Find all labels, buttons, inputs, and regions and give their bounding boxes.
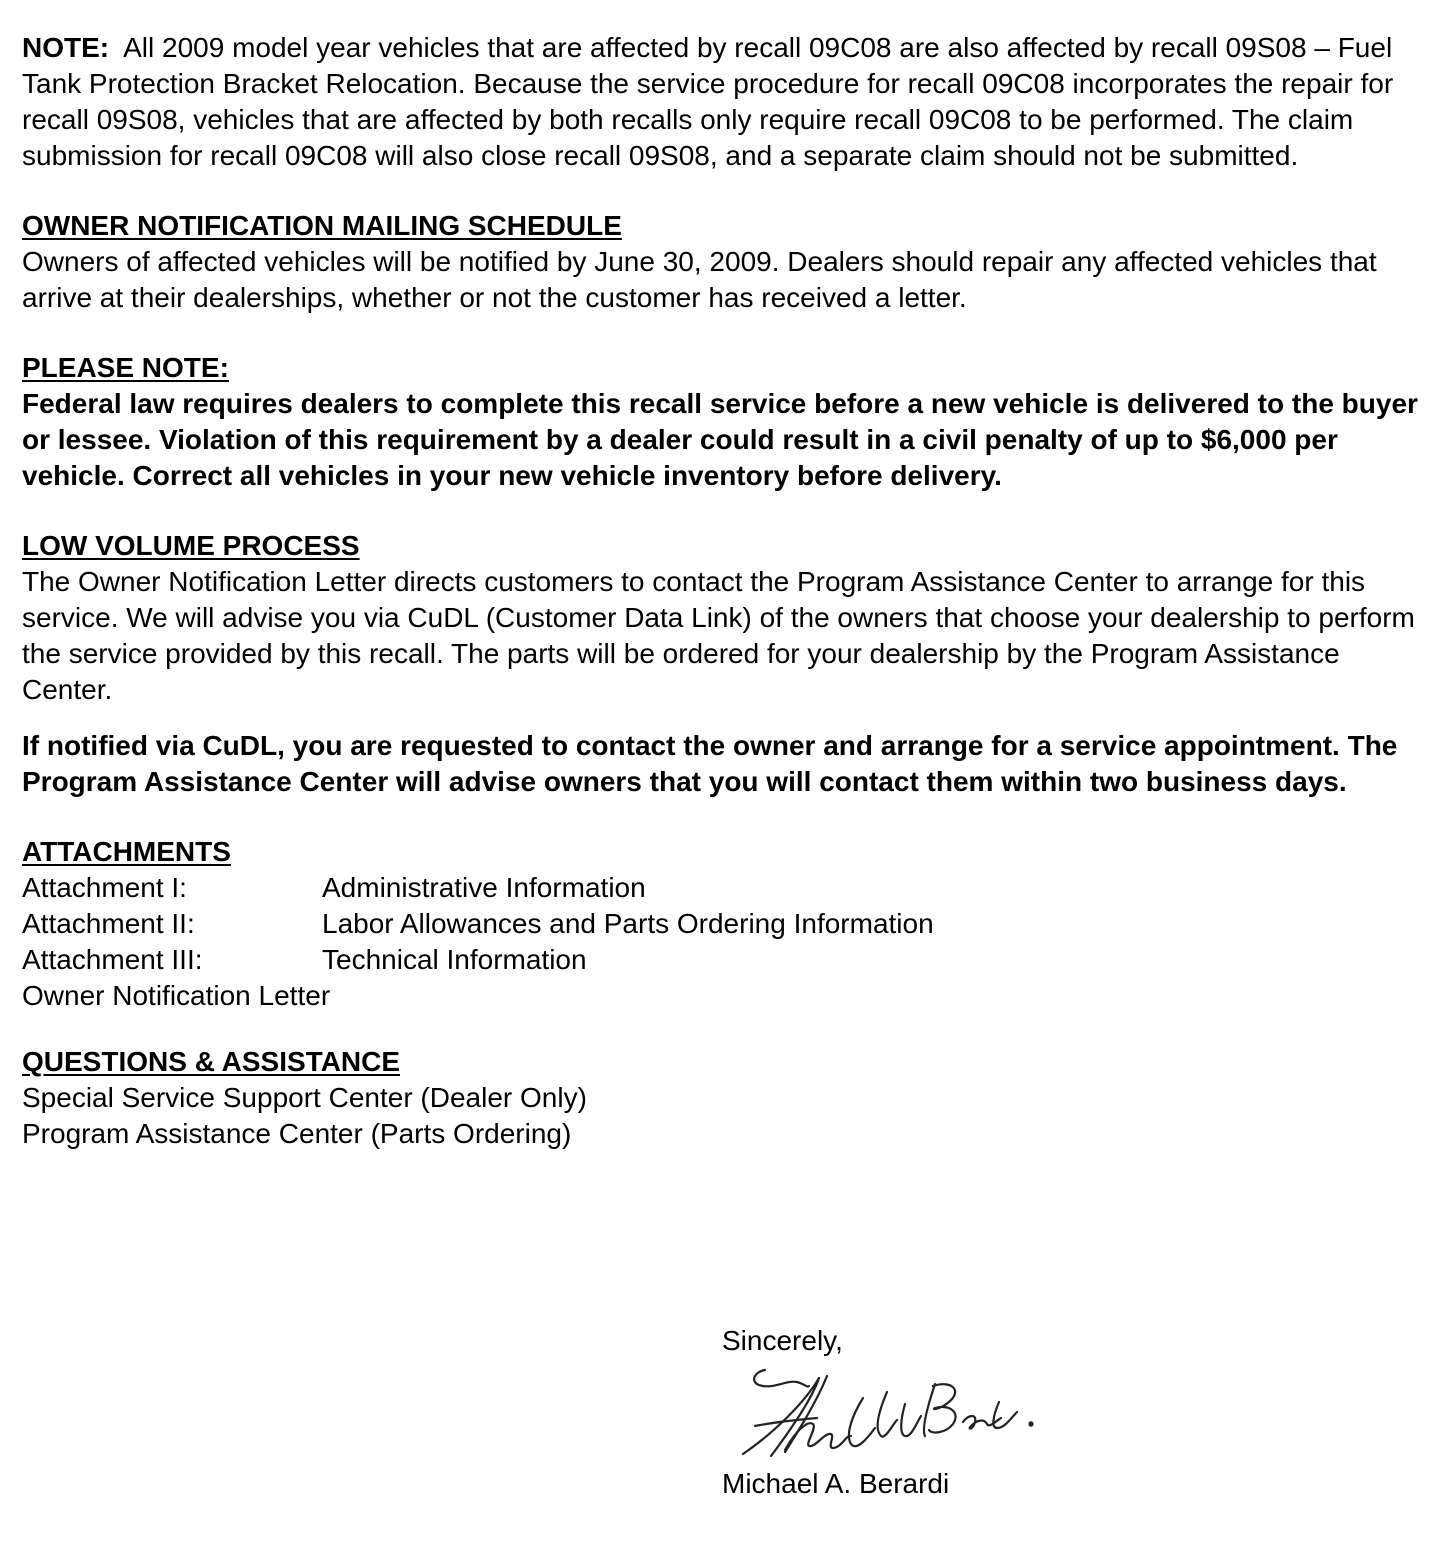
note-label: NOTE: (22, 32, 110, 63)
low-volume-text: The Owner Notification Letter directs customers to contact the Program Assistance Center to arrange for this service. We will advise you via CuDL (Customer Data Link) of the owners that choose your dealership to perform the service provided by this recall. The parts will be ordered for your dealership by the Program Assistance Center. (22, 566, 1415, 705)
note-paragraph (22, 30, 1422, 174)
attachment-value: Labor Allowances and Parts Ordering Information (322, 908, 934, 939)
attachment-label: Attachment I: (22, 872, 187, 903)
owner-notification-text: Owners of affected vehicles will be notified by June 30, 2009. Dealers should repair any affected vehicles that arrive at their dealerships, whether or not the customer has received a letter. (22, 246, 1377, 313)
attachment-row (22, 870, 1422, 906)
signature-image (735, 1362, 1045, 1464)
please-note-section (22, 350, 1422, 494)
attachment-extra: Owner Notification Letter (22, 980, 331, 1011)
questions-heading: QUESTIONS & ASSISTANCE (22, 1046, 401, 1077)
questions-line: Special Service Support Center (Dealer Only) (22, 1082, 587, 1113)
attachment-row (22, 942, 1422, 978)
questions-section (22, 1044, 1422, 1152)
please-note-heading: PLEASE NOTE: (22, 352, 229, 383)
attachment-value: Administrative Information (322, 872, 646, 903)
attachment-value: Technical Information (322, 944, 587, 975)
closing-salutation: Sincerely, (722, 1325, 843, 1356)
attachment-label: Attachment II: (22, 908, 195, 939)
low-volume-bold-text: If notified via CuDL, you are requested to contact the owner and arrange for a service appointment. The Program Assistance Center will advise owners that you will contact them within two business days. (22, 730, 1398, 797)
questions-line: Program Assistance Center (Parts Ordering) (22, 1118, 572, 1149)
owner-notification-heading: OWNER NOTIFICATION MAILING SCHEDULE (22, 210, 622, 241)
note-text: All 2009 model year vehicles that are affected by recall 09C08 are also affected by recall 09S08 – Fuel Tank Protection Bracket Relocation. Because the service procedure for recall 09C08 incorporates the repair for recall 09S08, vehicles that are affected by both recalls only require recall 09C08 to be performed. The claim submission for recall 09C08 will also close recall 09S08, and a separate claim should not be submitted. (22, 32, 1394, 171)
letter-body (22, 30, 1422, 1152)
attachment-label: Attachment III: (22, 944, 203, 975)
owner-notification-section (22, 208, 1422, 316)
attachment-row (22, 906, 1422, 942)
low-volume-heading: LOW VOLUME PROCESS (22, 530, 360, 561)
attachments-heading: ATTACHMENTS (22, 836, 231, 867)
signer-name: Michael A. Berardi (722, 1468, 950, 1499)
please-note-text: Federal law requires dealers to complete this recall service before a new vehicle is delivered to the buyer or lessee. Violation of this requirement by a dealer could result in a civil penalty of up to $6,000 per vehicle. Correct all vehicles in your new vehicle inventory before delivery. (22, 388, 1418, 491)
low-volume-section (22, 528, 1422, 800)
attachments-section (22, 834, 1422, 1014)
